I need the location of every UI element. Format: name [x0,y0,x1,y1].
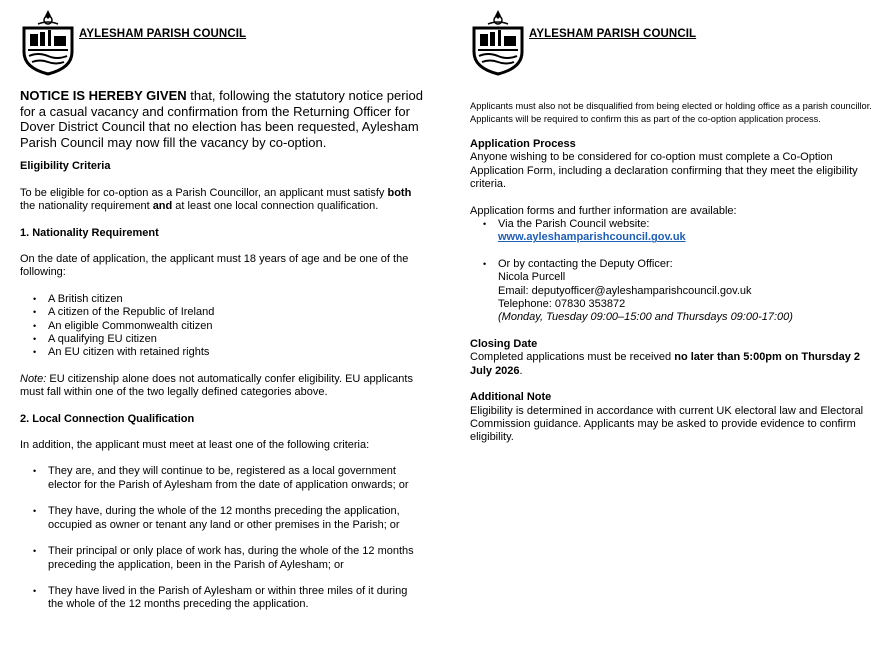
local-criteria-list [20,465,425,611]
list-item: • A citizen of the Republic of Ireland [48,306,425,319]
local-intro: In addition, the applicant must meet at least one of the following criteria: [20,439,370,452]
right-page [450,0,885,667]
left-body [20,88,425,625]
deputy-hours: (Monday, Tuesday 09:00–15:00 and Thursdays 09:00-17:00) [498,311,793,324]
closing-paragraph [470,351,875,378]
council-name: AYLESHAM PARISH COUNCIL [79,28,247,40]
eligibility-and: and [152,200,173,213]
notice-text: that, following the statutory notice period for a casual vacancy and confirmation from the Returning Officer for Dover District Council that no election has been requested, Aylesham Parish Council may now fill the vacancy by co-option. [20,88,423,150]
list-item: • An eligible Commonwealth citizen [48,320,425,333]
additional-heading: Additional Note [470,391,552,404]
closing-deadline: no later than 5:00pm on Thursday 2 July 2026 [470,351,861,377]
eligibility-intro-part: at least one local connection qualification. [172,200,379,213]
left-page [0,0,442,667]
deputy-name: Nicola Purcell [498,271,566,284]
nationality-heading: 1. Nationality Requirement [20,226,159,239]
list-item: • They are, and they will continue to be, registered as a local government elector for the Parish of Aylesham from the date of application onwards; or [48,465,425,492]
nationality-intro: On the date of application, the applicant must 18 years of age and be one of the following: [20,253,409,279]
note-text: EU citizenship alone does not automatically confer eligibility. EU applicants must fall within one of the two legally defined categories above. [20,372,413,399]
disqualified-text: Applicants must also not be disqualified from being elected or holding office as a parish councillor. Applicants will be required to confirm this as part of the co-option application process. [470,101,872,124]
deputy-item [498,258,875,325]
council-name: AYLESHAM PARISH COUNCIL [529,28,697,40]
eligibility-intro-part: To be eligible for co-option as a Parish Councillor, an applicant must satisfy [20,186,388,199]
process-text: Anyone wishing to be considered for co-option must complete a Co-Option Application Form, including a declaration confirming that they meet the eligibility criteria. [470,151,858,191]
eligibility-intro-part: the nationality requirement [20,200,153,213]
notice-lead: NOTICE IS HEREBY GIVEN [20,88,187,103]
deputy-label: Or by contacting the Deputy Officer: [498,257,673,270]
contact-list [470,218,875,325]
closing-heading: Closing Date [470,337,538,350]
council-crest-logo [20,8,76,76]
local-heading: 2. Local Connection Qualification [20,412,195,425]
eligibility-heading: Eligibility Criteria [20,160,111,173]
forms-intro: Application forms and further information are available: [470,204,737,217]
list-item: • A qualifying EU citizen [48,333,425,346]
website-item [498,218,875,245]
closing-end: . [519,364,523,377]
list-item: • A British citizen [48,293,425,306]
note-label: Note: [20,372,47,385]
council-crest-logo [470,8,526,76]
nationality-list [20,293,425,360]
note-paragraph [20,373,425,400]
deputy-email: Email: deputyofficer@ayleshamparishcouncil.gov.uk [498,284,752,297]
notice-paragraph [20,88,425,150]
right-header [470,8,885,78]
left-header [20,8,440,78]
deputy-phone: Telephone: 07830 353872 [498,298,626,311]
list-item: • They have, during the whole of the 12 months preceding the application, occupied as owner or tenant any land or other premises in the Parish; or [48,505,425,532]
list-item: • Their principal or only place of work has, during the whole of the 12 months preceding the application, been in the Parish of Aylesham; or [48,545,425,572]
additional-text: Eligibility is determined in accordance with current UK electoral law and Electoral Commission guidance. Applicants may be asked to provide evidence to confirm eligibility. [470,404,864,444]
eligibility-both: both [387,186,412,199]
eligibility-intro [20,187,425,214]
website-link[interactable]: www.ayleshamparishcouncil.gov.uk [498,231,686,244]
closing-text: Completed applications must be received [470,351,675,364]
right-body [470,100,875,445]
list-item: • An EU citizen with retained rights [48,346,425,359]
website-label: Via the Parish Council website: [498,218,650,231]
process-heading: Application Process [470,138,576,150]
list-item: • They have lived in the Parish of Aylesham or within three miles of it during the whole of the 12 months preceding the application. [48,585,425,612]
